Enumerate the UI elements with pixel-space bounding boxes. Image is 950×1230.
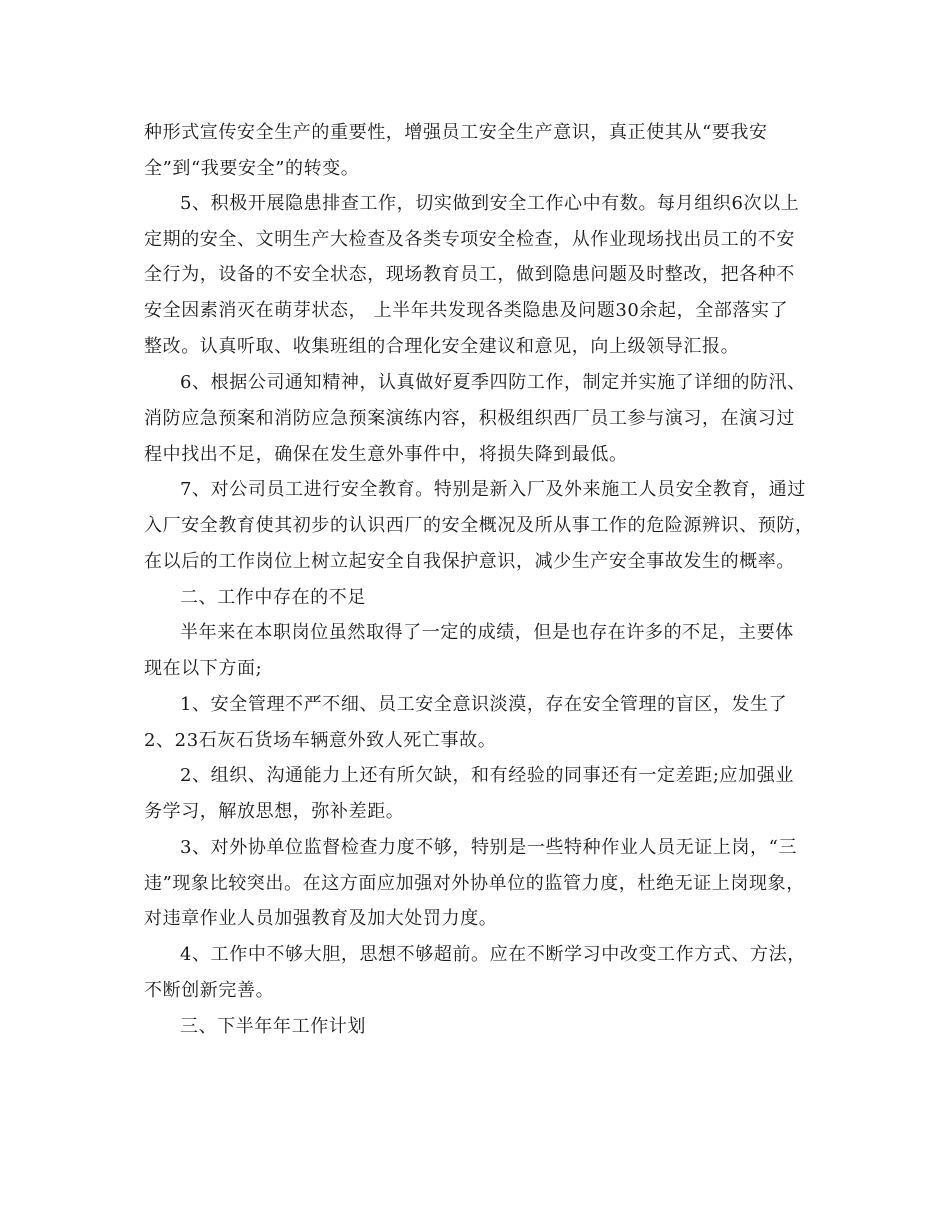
text-line: 全行为，设备的不安全状态，现场教育员工，做到隐患问题及时整改，把各种不 [144,264,795,285]
text-line: 程中找出不足，确保在发生意外事件中，将损失降到最低。 [144,444,628,465]
text-line: 4、工作中不够大胆，思想不够超前。应在不断学习中改变工作方式、方法， [180,944,806,965]
text-line: 现在以下方面; [144,658,263,679]
text-line: 违”现象比较突出。在这方面应加强对外协单位的监管力度，杜绝无证上岗现象， [144,873,805,894]
text-line: 安全因素消灭在萌芽状态， 上半年共发现各类隐患及问题30余起，全部落实了 [144,300,789,321]
text-line: 务学习，解放思想，弥补差距。 [144,801,405,822]
text-line: 2、组织、沟通能力上还有所欠缺，和有经验的同事还有一定差距;应加强业 [180,765,794,786]
text-line: 在以后的工作岗位上树立起安全自我保护意识，减少生产安全事故发生的概率。 [144,551,795,572]
text-line: 半年来在本职岗位虽然取得了一定的成绩，但是也存在许多的不足，主要体 [180,622,794,643]
section-heading: 三、下半年年工作计划 [180,1016,366,1037]
text-line: 种形式宣传安全生产的重要性，增强员工安全生产意识，真正使其从“要我安 [144,122,768,143]
text-line: 定期的安全、文明生产大检查及各类专项安全检查，从作业现场找出员工的不安 [144,229,795,250]
text-line: 入厂安全教育使其初步的认识西厂的安全概况及所从事工作的危险源辨识、预防， [144,515,814,536]
text-line: 整改。认真听取、收集班组的合理化安全建议和意见，向上级领导汇报。 [144,336,740,357]
text-line: 2、23石灰石货场车辆意外致人死亡事故。 [144,730,497,751]
section-heading: 二、工作中存在的不足 [180,587,366,608]
text-line: 全”到“我要安全”的转变。 [144,158,360,179]
text-line: 1、安全管理不严不细、员工安全意识淡漠，存在安全管理的盲区，发生了 [180,694,788,715]
text-line: 消防应急预案和消防应急预案演练内容，积极组织西厂员工参与演习，在演习过 [144,408,795,429]
text-line: 对违章作业人员加强教育及加大处罚力度。 [144,908,498,929]
text-line: 3、对外协单位监督检查力度不够，特别是一些特种作业人员无证上岗，“三 [180,837,798,858]
text-line: 7、对公司员工进行安全教育。特别是新入厂及外来施工人员安全教育，通过 [180,479,806,500]
text-line: 不断创新完善。 [144,980,275,1001]
text-line: 5、积极开展隐患排查工作，切实做到安全工作心中有数。每月组织6次以上 [180,193,800,214]
text-line: 6、根据公司通知精神，认真做好夏季四防工作，制定并实施了详细的防汛、 [180,372,806,393]
